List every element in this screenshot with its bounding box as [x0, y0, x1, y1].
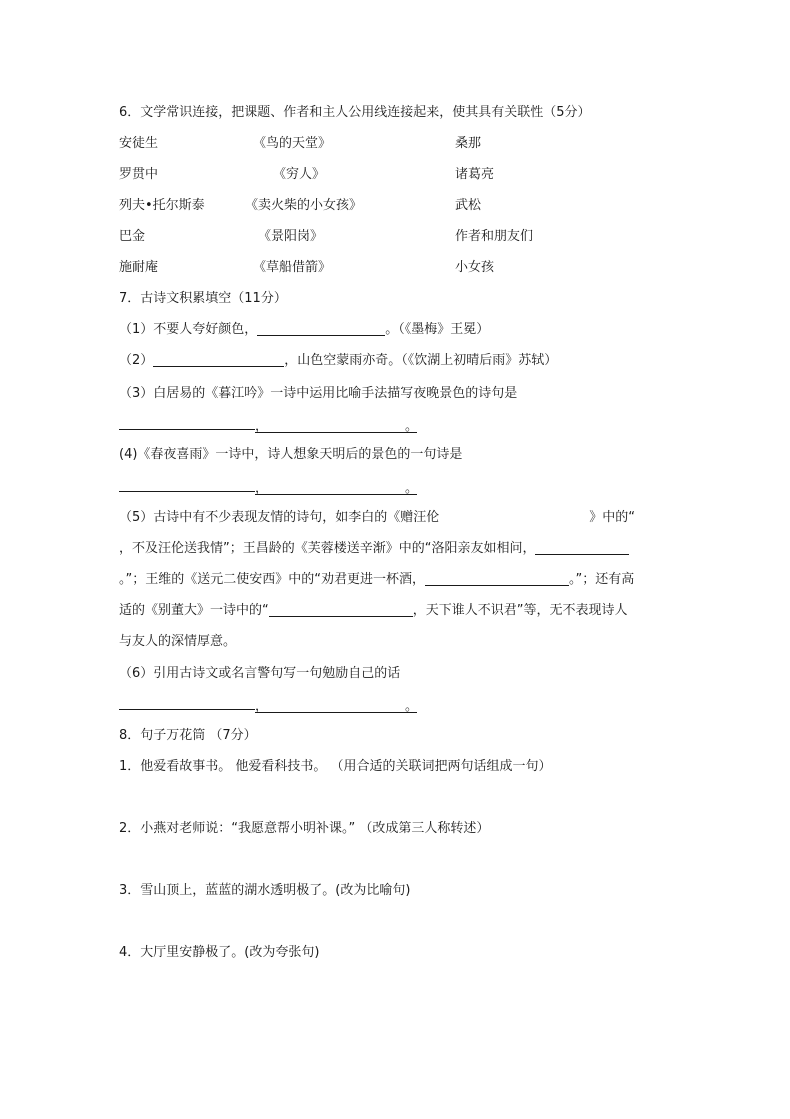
q6-book-3: 《卖火柴的小女孩》: [245, 198, 363, 213]
q7-item-6: （6）引用古诗文或名言警句写一句勉励自己的话: [119, 666, 401, 681]
q6-book-1: 《鸟的天堂》: [253, 136, 332, 151]
blank-5-2[interactable]: [425, 571, 569, 586]
q7-item-3-answer: [119, 415, 417, 433]
q6-book-4: 《景阳岗》: [258, 229, 324, 244]
q6-character-4: 作者和朋友们: [455, 229, 534, 244]
q8-item-3: 3．雪山顶上，蓝蓝的湖水透明极了。(改为比喻句): [119, 883, 411, 898]
blank-5-1[interactable]: [535, 540, 629, 555]
q6-author-2: 罗贯中: [119, 167, 159, 182]
blank-1-1[interactable]: [257, 321, 385, 336]
q6-book-2: 《穷人》: [273, 167, 326, 182]
q6-author-5: 施耐庵: [119, 260, 159, 275]
q6-author-4: 巴金: [119, 229, 146, 244]
q7-item-5-line-3: 。”；王维的《送元二使安西》中的“劝君更进一杯酒， 。”；还有高: [119, 572, 635, 587]
q6-character-3: 武松: [455, 198, 482, 213]
q8-item-2: 2．小燕对老师说：“我愿意帮小明补课。” （改成第三人称转述）: [119, 821, 490, 836]
q7-item-1: （1）不要人夸好颜色， 。（《墨梅》王冕）: [119, 322, 490, 337]
q7-item-3: （3）白居易的《暮江吟》一诗中运用比喻手法描写夜晚景色的诗句是: [119, 386, 518, 401]
blank-6-1[interactable]: [119, 695, 255, 710]
blank-2-1[interactable]: [153, 352, 284, 367]
blank-5-3[interactable]: [269, 602, 413, 617]
q7-item-2: （2） ，山色空蒙雨亦奇。（《饮湖上初晴后雨》苏轼）: [119, 353, 558, 368]
q7-item-6-answer: [119, 695, 417, 713]
blank-6-end: 。: [405, 699, 419, 714]
q6-character-1: 桑那: [455, 136, 482, 151]
q6-author-1: 安徒生: [119, 136, 159, 151]
q7-item-4: (4)《春夜喜雨》一诗中，诗人想象天明后的景色的一句诗是: [119, 447, 463, 462]
blank-3-end: 。: [405, 419, 419, 434]
q6-character-2: 诸葛亮: [455, 167, 495, 182]
q8-item-4: 4．大厅里安静极了。(改为夸张句): [119, 945, 320, 960]
blank-3-1[interactable]: [119, 415, 255, 430]
blank-4-end: 。: [405, 481, 419, 496]
blank-4-1[interactable]: [119, 477, 255, 492]
q8-title: 8．句子万花筒 （7分）: [119, 728, 257, 743]
q7-title: 7．古诗文积累填空（11分）: [119, 291, 287, 306]
q7-item-5-line-1: （5）古诗中有不少表现友情的诗句，如李白的《赠汪伦 》中的“: [119, 510, 636, 525]
q6-title: 6．文学常识连接，把课题、作者和主人公用线连接起来，使其具有关联性（5分）: [119, 105, 591, 120]
q6-character-5: 小女孩: [455, 260, 495, 275]
blank-3-2[interactable]: ，: [255, 418, 405, 433]
q7-item-5-line-2: ，不及汪伦送我情”；王昌龄的《芙蓉楼送辛渐》中的“洛阳亲友如相问，: [119, 540, 629, 558]
q6-author-3: 列夫•托尔斯泰: [119, 198, 205, 213]
q7-item-5-line-5: 与友人的深情厚意。: [119, 634, 237, 649]
q7-item-4-answer: [119, 477, 417, 495]
blank-6-2[interactable]: ，: [255, 698, 405, 713]
q6-book-5: 《草船借箭》: [253, 260, 332, 275]
blank-4-2[interactable]: ，: [255, 480, 405, 495]
q7-item-5-line-4: 适的《别董大》一诗中的“ ，天下谁人不识君”等，无不表现诗人: [119, 603, 628, 618]
q8-item-1: 1．他爱看故事书。 他爱看科技书。 （用合适的关联词把两句话组成一句）: [119, 759, 552, 774]
